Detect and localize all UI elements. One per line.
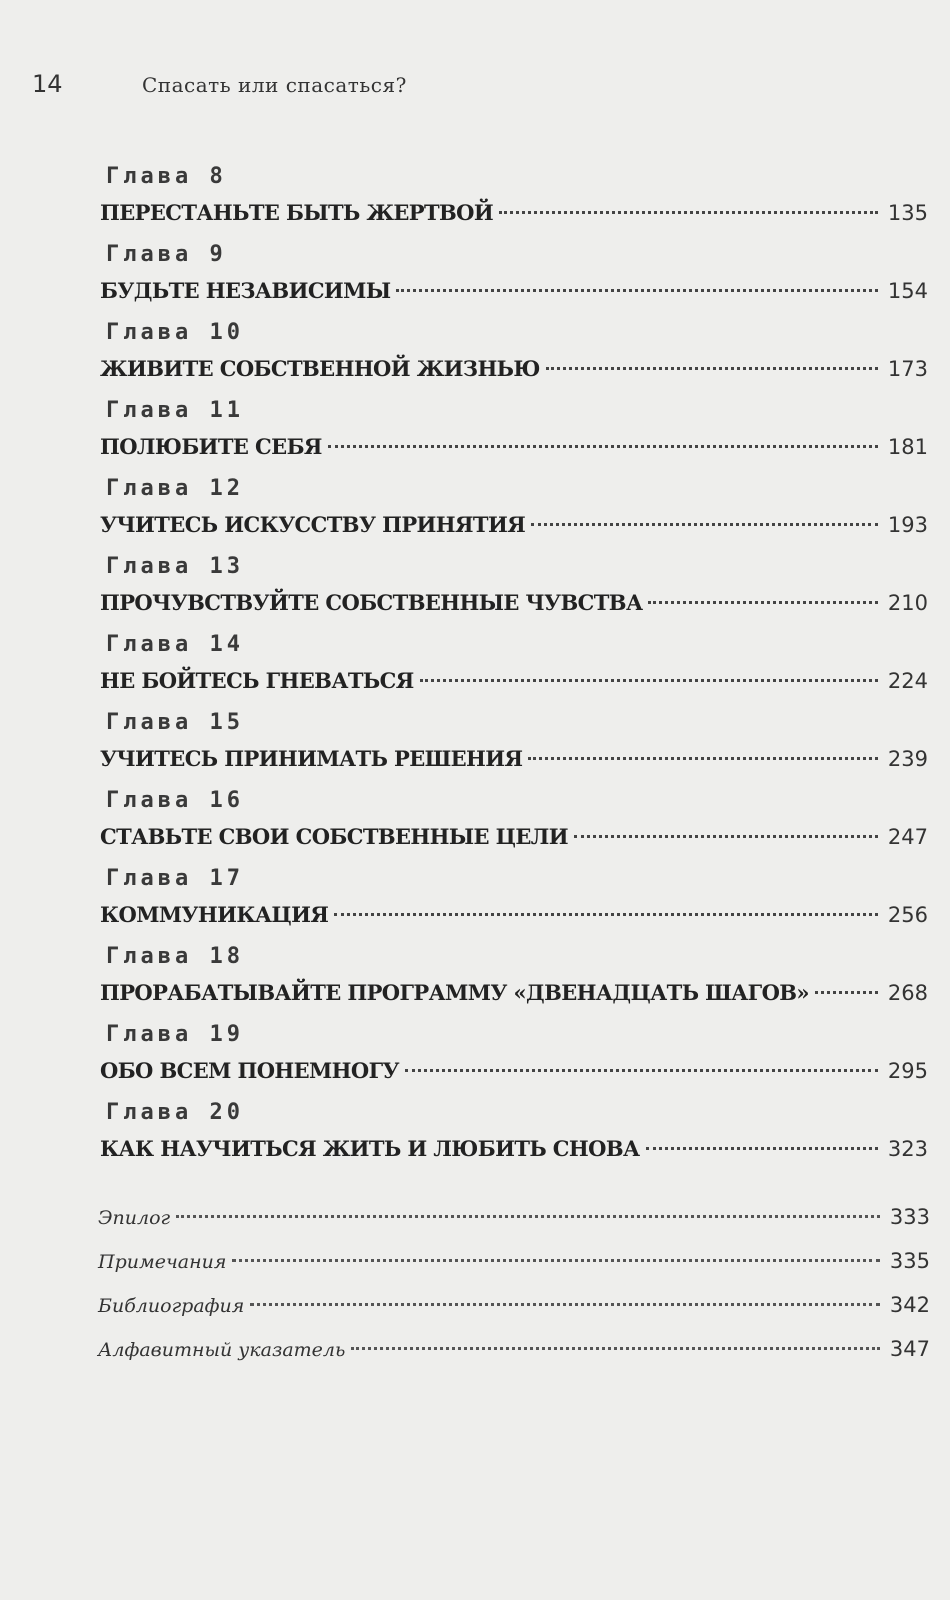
chapter-label: Глава 9 [106,242,227,267]
dot-leader [176,1215,880,1218]
backmatter-title: Эпилог [98,1207,171,1229]
table-of-contents [100,160,928,1174]
toc-entry [100,862,928,940]
backmatter-entry [98,1327,930,1371]
chapter-page-number: 268 [887,981,928,1005]
chapter-label: Глава 12 [106,476,244,501]
chapter-label: Глава 15 [106,710,244,735]
chapter-title: УЧИТЕСЬ ПРИНИМАТЬ РЕШЕНИЯ [100,746,523,771]
page-number: 14 [32,70,63,98]
chapter-page-number: 224 [887,669,928,693]
chapter-title: ПРОРАБАТЫВАЙТЕ ПРОГРАММУ «ДВЕНАДЦАТЬ ШАГОВ» [100,980,809,1005]
backmatter-page-number: 347 [889,1337,930,1361]
chapter-label: Глава 19 [106,1022,244,1047]
toc-entry [100,238,928,316]
backmatter-page-number: 342 [889,1293,930,1317]
chapter-title: СТАВЬТЕ СВОИ СОБСТВЕННЫЕ ЦЕЛИ [100,824,568,849]
toc-entry [100,784,928,862]
chapter-label: Глава 13 [106,554,244,579]
toc-entry [100,940,928,1018]
chapter-page-number: 193 [887,513,928,537]
dot-leader [396,289,878,292]
dot-leader [405,1069,878,1072]
chapter-title: ЖИВИТЕ СОБСТВЕННОЙ ЖИЗНЬЮ [100,356,540,381]
dot-leader [531,523,878,526]
dot-leader [334,913,878,916]
chapter-page-number: 181 [887,435,928,459]
dot-leader [546,367,878,370]
chapter-label: Глава 8 [106,164,227,189]
chapter-title: ПОЛЮБИТЕ СЕБЯ [100,434,322,459]
backmatter-entry [98,1239,930,1283]
dot-leader [351,1347,880,1350]
chapter-title: ОБО ВСЕМ ПОНЕМНОГУ [100,1058,399,1083]
chapter-label: Глава 16 [106,788,244,813]
toc-entry [100,706,928,784]
dot-leader [328,445,878,448]
chapter-label: Глава 18 [106,944,244,969]
chapter-title: НЕ БОЙТЕСЬ ГНЕВАТЬСЯ [100,668,414,693]
chapter-label: Глава 11 [106,398,244,423]
toc-entry [100,1096,928,1174]
chapter-title: БУДЬТЕ НЕЗАВИСИМЫ [100,278,391,303]
chapter-title: ПРОЧУВСТВУЙТЕ СОБСТВЕННЫЕ ЧУВСТВА [100,590,643,615]
chapter-page-number: 173 [887,357,928,381]
chapter-title: УЧИТЕСЬ ИСКУССТВУ ПРИНЯТИЯ [100,512,526,537]
chapter-page-number: 256 [887,903,928,927]
backmatter-title: Алфавитный указатель [98,1339,346,1361]
toc-entry [100,160,928,238]
dot-leader [499,211,878,214]
chapter-page-number: 295 [887,1059,928,1083]
dot-leader [232,1259,880,1262]
toc-entry [100,316,928,394]
dot-leader [648,601,878,604]
chapter-label: Глава 14 [106,632,244,657]
backmatter-page-number: 333 [889,1205,930,1229]
backmatter-title: Библиография [98,1295,245,1317]
chapter-title: КОММУНИКАЦИЯ [100,902,329,927]
chapter-page-number: 239 [887,747,928,771]
chapter-title: ПЕРЕСТАНЬТЕ БЫТЬ ЖЕРТВОЙ [100,200,494,225]
chapter-title: КАК НАУЧИТЬСЯ ЖИТЬ И ЛЮБИТЬ СНОВА [100,1136,640,1161]
chapter-label: Глава 10 [106,320,244,345]
dot-leader [528,757,878,760]
dot-leader [646,1147,879,1150]
chapter-page-number: 135 [887,201,928,225]
backmatter-entry [98,1195,930,1239]
dot-leader [574,835,878,838]
toc-entry [100,628,928,706]
toc-entry [100,394,928,472]
toc-entry [100,550,928,628]
dot-leader [815,991,878,994]
backmatter-list [98,1195,930,1371]
chapter-page-number: 210 [887,591,928,615]
backmatter-page-number: 335 [889,1249,930,1273]
chapter-page-number: 154 [887,279,928,303]
toc-entry [100,1018,928,1096]
toc-entry [100,472,928,550]
chapter-page-number: 247 [887,825,928,849]
dot-leader [250,1303,880,1306]
backmatter-entry [98,1283,930,1327]
running-header [32,70,912,110]
chapter-label: Глава 17 [106,866,244,891]
book-title: Спасать или спасаться? [142,73,407,97]
dot-leader [420,679,878,682]
chapter-label: Глава 20 [106,1100,244,1125]
chapter-page-number: 323 [887,1137,928,1161]
backmatter-title: Примечания [98,1251,227,1273]
